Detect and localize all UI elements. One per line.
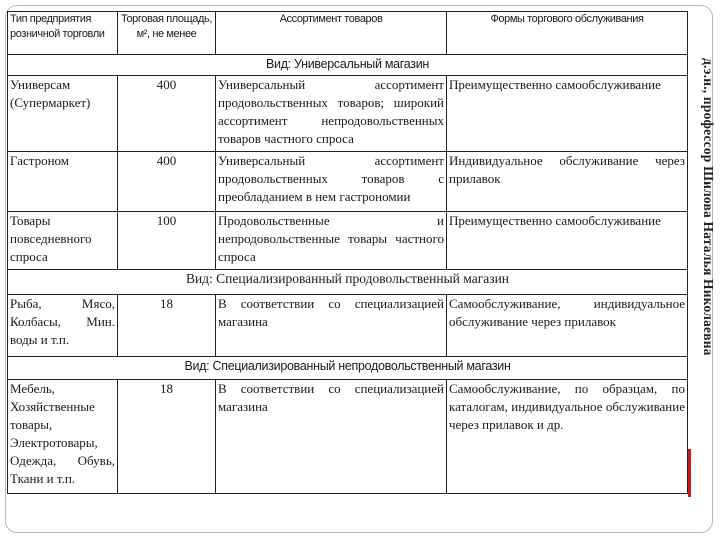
cell-service: Индивидуальное обслуживание через прилавок [447,152,688,212]
table-row [8,212,688,270]
section-title: Вид: Универсальный магазин [8,55,688,76]
header-service: Формы торгового обслуживания [447,12,688,55]
section-row [8,55,688,76]
cell-area: 400 [118,152,216,212]
cell-area: 18 [118,380,216,494]
cell-service: Самообслуживание, индивидуальное обслуживание через прилавок [447,295,688,357]
author-caption: д.э.н., профессор Шилова Наталья Николаевна [701,58,716,356]
cell-area: 18 [118,295,216,357]
cell-type: Гастроном [8,152,118,212]
section-title: Вид: Специализированный непродовольственный магазин [8,357,688,380]
accent-bar [688,449,691,497]
cell-service: Преимущественно самообслуживание [447,212,688,270]
cell-type: Товары повседневного спроса [8,212,118,270]
cell-assortment: Универсальный ассортимент продовольственных товаров; широкий ассортимент непродовольственных товаров частного спроса [216,76,447,152]
section-row [8,270,688,295]
store-types-table [7,11,688,494]
header-type: Тип предприятия розничной торговли [8,12,118,55]
cell-area: 100 [118,212,216,270]
table-row [8,76,688,152]
cell-service: Преимущественно самообслуживание [447,76,688,152]
cell-assortment: В соответствии со специализацией магазина [216,295,447,357]
cell-assortment: Универсальный ассортимент продовольственных товаров с преобладанием в нем гастрономии [216,152,447,212]
header-area: Торговая площадь, м², не менее [118,12,216,55]
table-row [8,295,688,357]
table-row [8,380,688,494]
cell-type: Рыба, Мясо, Колбасы, Мин. воды и т.п. [8,295,118,357]
cell-assortment: Продовольственные и непродовольственные товары частного спроса [216,212,447,270]
cell-type: Мебель, Хозяйственные товары, Электротовары, Одежда, Обувь, Ткани и т.п. [8,380,118,494]
section-row [8,357,688,380]
section-title: Вид: Специализированный продовольственный магазин [8,270,688,295]
header-row [8,12,688,55]
header-assortment: Ассортимент товаров [216,12,447,55]
cell-assortment: В соответствии со специализацией магазина [216,380,447,494]
cell-type: Универсам (Супермаркет) [8,76,118,152]
table-row [8,152,688,212]
cell-area: 400 [118,76,216,152]
cell-service: Самообслуживание, по образцам, по каталогам, индивидуальное обслуживание через прилавок и др. [447,380,688,494]
